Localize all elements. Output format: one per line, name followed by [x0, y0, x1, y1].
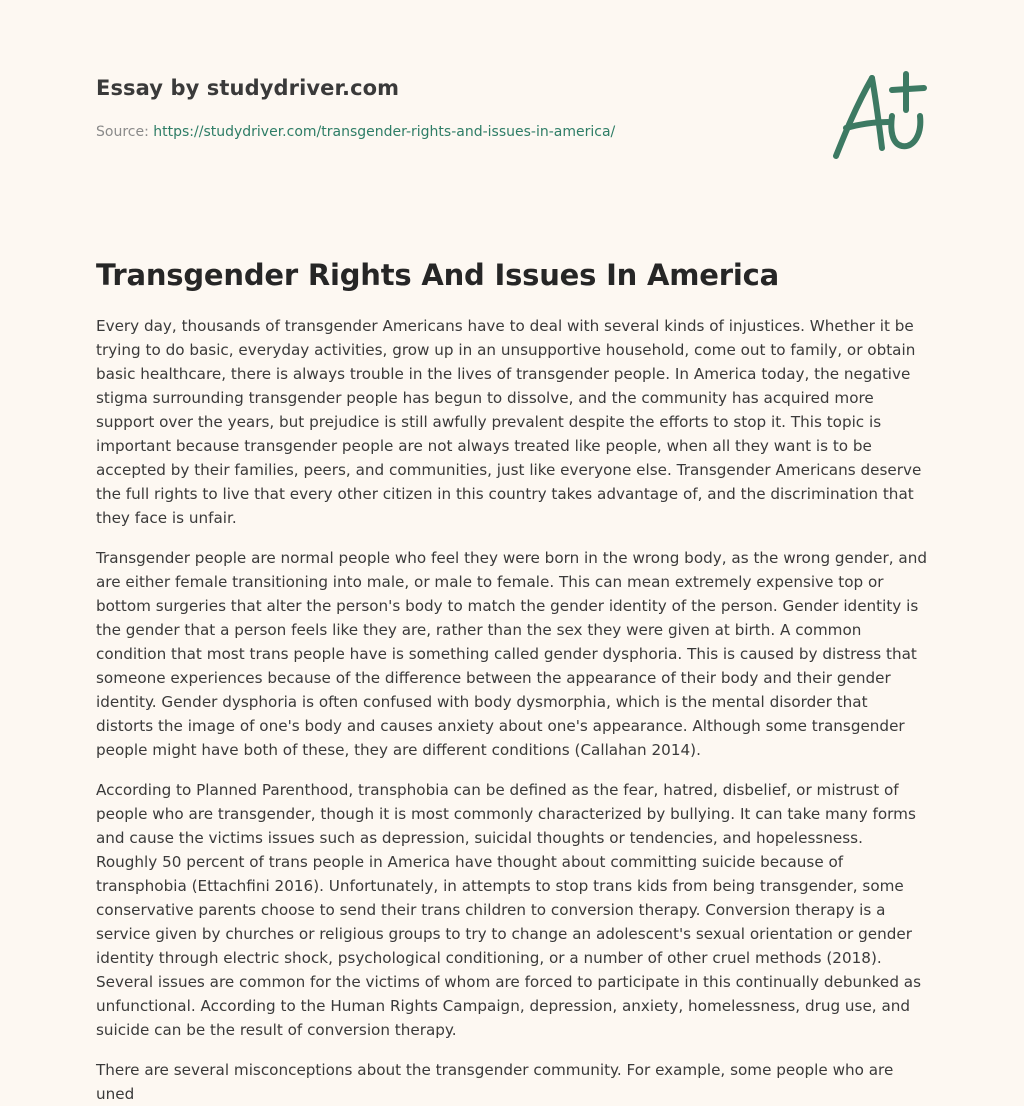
source-label: Source: — [96, 124, 154, 140]
essay-paragraph: Transgender people are normal people who feel they were born in the wrong body, as the wrong gender, and are either female transitioning into male, or male to female. This can mean extremely expensive top or bottom surgeries that alter the person's body to match the gender identity of the person. Gender identity is the gender that a person feels like they are, rather than the sex they were given at birth. A common condition that most trans people have is something called gender dysphoria. This is caused by distress that someone experiences because of the difference between the appearance of their body and their gender identity. Gender dysphoria is often confused with body dysmorphia, which is the mental disorder that distorts the image of one's body and causes anxiety about one's appearance. Although some transgender people might have both of these, they are different conditions (Callahan 2014). — [96, 549, 927, 759]
a-plus-logo-icon — [826, 66, 936, 166]
source-line — [96, 124, 615, 140]
essay-paragraph: Every day, thousands of transgender Americans have to deal with several kinds of injustices. Whether it be trying to do basic, everyday activities, grow up in an unsupportive household, come out to family, or obtain basic healthcare, there is always trouble in the lives of transgender people. In America today, the negative stigma surrounding transgender people has begun to dissolve, and the community has acquired more support over the years, but prejudice is still awfully prevalent despite the efforts to stop it. This topic is important because transgender people are not always treated like people, when all they want is to be accepted by their families, peers, and communities, just like everyone else. Transgender Americans deserve the full rights to live that every other citizen in this country takes advantage of, and the discrimination that they face is unfair. — [96, 317, 922, 527]
source-link[interactable]: https://studydriver.com/transgender-rights-and-issues-in-america/ — [153, 124, 616, 140]
essay-body — [96, 314, 928, 1106]
essay-paragraph: According to Planned Parenthood, transphobia can be defined as the fear, hatred, disbelief, or mistrust of people who are transgender, though it is most commonly characterized by bullying. It can take many forms and cause the victims issues such as depression, suicidal thoughts or tendencies, and hopelessness. Roughly 50 percent of trans people in America have thought about committing suicide because of transphobia (Ettachfini 2016). Unfortunately, in attempts to stop trans kids from being transgender, some conservative parents choose to send their trans children to conversion therapy. Conversion therapy is a service given by churches or religious groups to try to change an adolescent's sexual orientation or gender identity through electric shock, psychological conditioning, or a number of other cruel methods (2018). Several issues are common for the victims of whom are forced to participate in this continually debunked as unfunctional. According to the Human Rights Campaign, depression, anxiety, homelessness, drug use, and suicide can be the result of conversion therapy. — [96, 781, 922, 1039]
essay-title: Transgender Rights And Issues In America — [96, 258, 779, 292]
brand-title: Essay by studydriver.com — [96, 76, 400, 100]
essay-paragraph: There are several misconceptions about the transgender community. For example, some people who are uned — [96, 1061, 894, 1103]
page-header — [96, 0, 928, 220]
